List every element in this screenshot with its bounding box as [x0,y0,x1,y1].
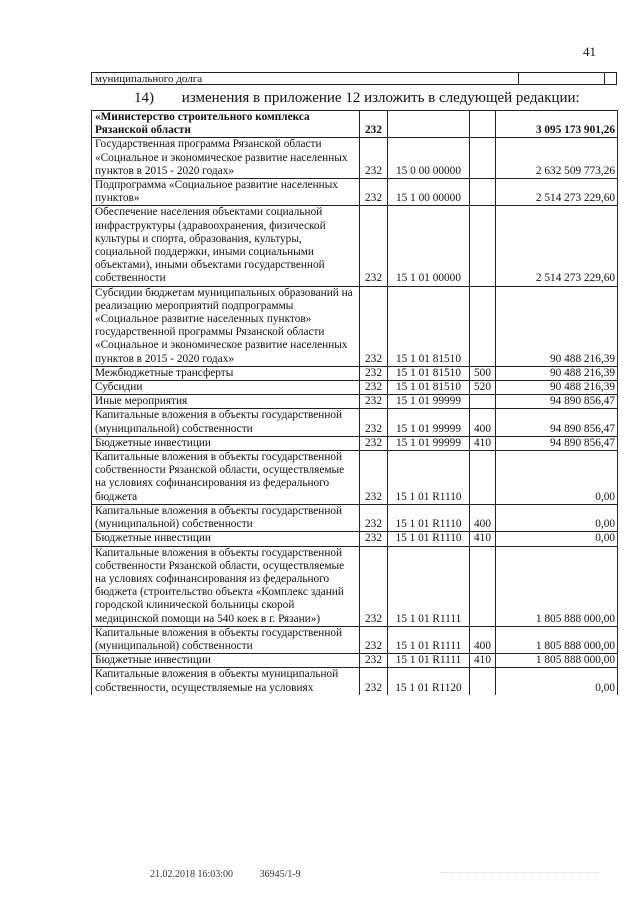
ved-code-cell: 232 [360,436,388,450]
vr-code-cell [470,668,496,695]
ved-code-cell: 232 [360,395,388,409]
row-name-cell: Межбюджетные трансферты [92,366,360,380]
table-row [92,179,618,206]
row-name-cell: Бюджетные инвестиции [92,532,360,546]
row-name-cell: Бюджетные инвестиции [92,654,360,668]
csr-code-cell: 15 1 01 99999 [388,395,470,409]
csr-code-cell: 15 1 01 R1111 [388,626,470,653]
vr-code-cell: 410 [470,436,496,450]
table-row [92,436,618,450]
table-row [92,206,618,286]
amount-cell: 90 488 216,39 [496,381,618,395]
amount-cell: 1 805 888 000,00 [496,546,618,626]
budget-table [91,110,618,695]
previous-table-fragment [91,72,617,85]
amount-cell: 94 890 856,47 [496,395,618,409]
vr-code-cell [470,206,496,286]
ved-code-cell: 232 [360,366,388,380]
amount-cell: 3 095 173 901,26 [496,111,618,138]
row-name-cell: Капитальные вложения в объекты муниципальной собственности, осуществляемые на условиях [92,668,360,695]
ved-code-cell: 232 [360,206,388,286]
csr-code-cell: 15 1 01 R1111 [388,546,470,626]
csr-code-cell: 15 1 00 00000 [388,179,470,206]
previous-row-text: муниципального долга [95,73,203,85]
ved-code-cell: 232 [360,381,388,395]
csr-code-cell: 15 1 01 81510 [388,366,470,380]
table-row [92,138,618,179]
table-row [92,504,618,531]
table-row [92,395,618,409]
row-name-cell: Капитальные вложения в объекты государственной собственности Рязанской области, осуществляемые на условиях софинансирования из федерального бюджета (строительство объекта «Комплекс зданий городской клинической больницы скорой медицинской помощи на 540 коек в г. Рязани») [92,546,360,626]
vr-code-cell [470,111,496,138]
vr-code-cell: 500 [470,366,496,380]
csr-code-cell: 15 1 01 R1120 [388,668,470,695]
ved-code-cell: 232 [360,179,388,206]
row-name-cell: Капитальные вложения в объекты государственной (муниципальной) собственности [92,504,360,531]
vr-code-cell: 400 [470,409,496,436]
scan-noise [440,872,600,875]
amount-cell: 0,00 [496,532,618,546]
budget-table-body [92,111,618,695]
vr-code-cell [470,395,496,409]
amount-cell: 1 805 888 000,00 [496,654,618,668]
row-name-cell: Капитальные вложения в объекты государственной (муниципальной) собственности [92,626,360,653]
csr-code-cell: 15 1 01 R1110 [388,504,470,531]
csr-code-cell: 15 1 01 R1110 [388,451,470,505]
footer-doc-code: 36945/1-9 [259,869,301,880]
row-name-cell: Субсидии [92,381,360,395]
vr-code-cell [470,546,496,626]
ved-code-cell: 232 [360,138,388,179]
amount-cell: 2 514 273 229,60 [496,179,618,206]
ved-code-cell: 232 [360,504,388,531]
vr-code-cell [470,179,496,206]
page-number: 41 [583,44,596,59]
row-name-cell: Капитальные вложения в объекты государственной (муниципальной) собственности [92,409,360,436]
csr-code-cell: 15 1 01 R1110 [388,532,470,546]
amount-cell: 2 632 509 773,26 [496,138,618,179]
csr-code-cell: 15 1 01 81510 [388,381,470,395]
table-row [92,286,618,366]
ved-code-cell: 232 [360,286,388,366]
amount-cell: 0,00 [496,668,618,695]
csr-code-cell: 15 0 00 00000 [388,138,470,179]
vr-code-cell: 410 [470,654,496,668]
ved-code-cell: 232 [360,409,388,436]
table-row [92,366,618,380]
table-row [92,668,618,695]
table-row [92,451,618,505]
vr-code-cell [470,451,496,505]
amount-cell: 1 805 888 000,00 [496,626,618,653]
row-name-cell: «Министерство строительного комплекса Рязанской области [92,111,360,138]
row-name-cell: Бюджетные инвестиции [92,436,360,450]
csr-code-cell: 15 1 01 99999 [388,409,470,436]
amount-cell: 94 890 856,47 [496,436,618,450]
row-name-cell: Иные мероприятия [92,395,360,409]
row-name-cell: Государственная программа Рязанской области «Социальное и экономическое развитие населенных пунктов в 2015 - 2020 годах» [92,138,360,179]
row-name-cell: Капитальные вложения в объекты государственной собственности Рязанской области, осуществляемые на условиях софинансирования из федерального бюджета [92,451,360,505]
csr-code-cell: 15 1 01 99999 [388,436,470,450]
row-name-cell: Подпрограмма «Социальное развитие населенных пунктов» [92,179,360,206]
table-row [92,546,618,626]
instruction-text: изменения в приложение 12 изложить в следующей редакции: [181,90,580,106]
amendment-instruction [134,90,580,107]
amount-cell: 0,00 [496,504,618,531]
ved-code-cell: 232 [360,111,388,138]
csr-code-cell [388,111,470,138]
csr-code-cell: 15 1 01 00000 [388,206,470,286]
table-row [92,532,618,546]
amount-cell: 90 488 216,39 [496,366,618,380]
vr-code-cell: 520 [470,381,496,395]
vr-code-cell: 410 [470,532,496,546]
table-row [92,409,618,436]
amount-cell: 90 488 216,39 [496,286,618,366]
vr-code-cell [470,138,496,179]
vr-code-cell: 400 [470,504,496,531]
vr-code-cell: 400 [470,626,496,653]
table-row [92,654,618,668]
amount-cell: 94 890 856,47 [496,409,618,436]
amount-cell: 0,00 [496,451,618,505]
footer-datetime: 21.02.2018 16:03:00 [150,869,234,880]
amount-cell: 2 514 273 229,60 [496,206,618,286]
ved-code-cell: 232 [360,451,388,505]
table-row [92,111,618,138]
csr-code-cell: 15 1 01 81510 [388,286,470,366]
ved-code-cell: 232 [360,654,388,668]
ved-code-cell: 232 [360,532,388,546]
row-name-cell: Субсидии бюджетам муниципальных образований на реализацию мероприятий подпрограммы «Социальное развитие населенных пунктов» государственной программы Рязанской области «Социальное и экономическое развитие населенных пунктов в 2015 - 2020 годах» [92,286,360,366]
ved-code-cell: 232 [360,546,388,626]
instruction-number: 14) [134,90,154,106]
table-row [92,381,618,395]
csr-code-cell: 15 1 01 R1111 [388,654,470,668]
vr-code-cell [470,286,496,366]
table-row [92,626,618,653]
column-divider [518,73,519,84]
ved-code-cell: 232 [360,668,388,695]
column-divider [604,73,605,84]
ved-code-cell: 232 [360,626,388,653]
row-name-cell: Обеспечение населения объектами социальной инфраструктуры (здравоохранения, физической культуры и спорта, образования, культуры, социальной поддержки, иными социальными объектами), иными объектами государственной собственности [92,206,360,286]
page-footer [150,869,325,880]
